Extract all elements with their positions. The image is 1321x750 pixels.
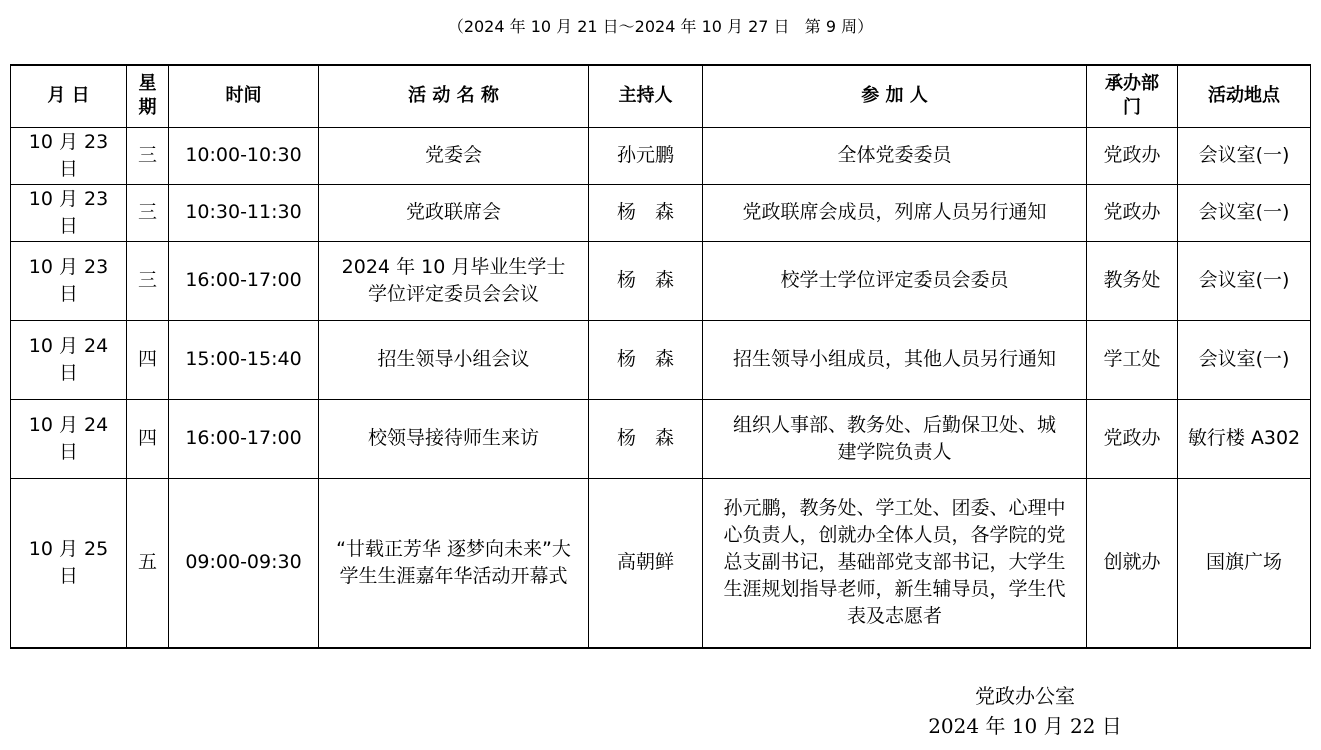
issuing-office: 党政办公室 xyxy=(975,684,1075,708)
cell-location: 敏行楼 A302 xyxy=(1178,399,1311,478)
cell-activity: 2024 年 10 月毕业生学士学位评定委员会会议 xyxy=(319,241,589,320)
cell-time: 16:00-17:00 xyxy=(169,241,319,320)
cell-date: 10 月 23 日 xyxy=(11,184,127,241)
header-time: 时间 xyxy=(169,65,319,127)
cell-date: 10 月 23 日 xyxy=(11,127,127,184)
cell-department: 党政办 xyxy=(1087,184,1178,241)
table-row xyxy=(11,127,1311,184)
header-activity: 活 动 名 称 xyxy=(319,65,589,127)
table-row xyxy=(11,478,1311,648)
cell-department: 党政办 xyxy=(1087,127,1178,184)
cell-host: 杨 森 xyxy=(589,320,703,399)
issue-date: 2024 年 10 月 22 日 xyxy=(928,714,1122,738)
cell-date: 10 月 25 日 xyxy=(11,478,127,648)
cell-host: 杨 森 xyxy=(589,184,703,241)
header-participants: 参 加 人 xyxy=(703,65,1087,127)
cell-host: 杨 森 xyxy=(589,399,703,478)
cell-department: 学工处 xyxy=(1087,320,1178,399)
cell-weekday: 四 xyxy=(127,399,169,478)
cell-weekday: 三 xyxy=(127,127,169,184)
cell-weekday: 五 xyxy=(127,478,169,648)
cell-location: 会议室(一) xyxy=(1178,184,1311,241)
cell-time: 10:30-11:30 xyxy=(169,184,319,241)
cell-activity: 招生领导小组会议 xyxy=(319,320,589,399)
cell-activity: “廿载正芳华 逐梦向未来”大学生生涯嘉年华活动开幕式 xyxy=(319,478,589,648)
cell-host: 杨 森 xyxy=(589,241,703,320)
cell-participants: 全体党委委员 xyxy=(703,127,1087,184)
cell-host: 孙元鹏 xyxy=(589,127,703,184)
cell-date: 10 月 24 日 xyxy=(11,320,127,399)
cell-participants: 校学士学位评定委员会委员 xyxy=(703,241,1087,320)
cell-date: 10 月 24 日 xyxy=(11,399,127,478)
cell-participants: 孙元鹏，教务处、学工处、团委、心理中心负责人，创就办全体人员，各学院的党总支副书记，基础部党支部书记，大学生生涯规划指导老师，新生辅导员，学生代表及志愿者 xyxy=(703,478,1087,648)
cell-participants: 党政联席会成员，列席人员另行通知 xyxy=(703,184,1087,241)
cell-activity: 党政联席会 xyxy=(319,184,589,241)
cell-participants: 组织人事部、教务处、后勤保卫处、城建学院负责人 xyxy=(703,399,1087,478)
table-row xyxy=(11,241,1311,320)
cell-location: 会议室(一) xyxy=(1178,320,1311,399)
cell-weekday: 四 xyxy=(127,320,169,399)
cell-date: 10 月 23 日 xyxy=(11,241,127,320)
cell-department: 教务处 xyxy=(1087,241,1178,320)
weekly-schedule-table xyxy=(10,64,1311,649)
header-host: 主持人 xyxy=(589,65,703,127)
header-location: 活动地点 xyxy=(1178,65,1311,127)
cell-department: 党政办 xyxy=(1087,399,1178,478)
cell-participants: 招生领导小组成员，其他人员另行通知 xyxy=(703,320,1087,399)
table-header-row xyxy=(11,65,1311,127)
header-date: 月 日 xyxy=(11,65,127,127)
cell-department: 创就办 xyxy=(1087,478,1178,648)
cell-time: 15:00-15:40 xyxy=(169,320,319,399)
week-range-subtitle: （2024 年 10 月 21 日～2024 年 10 月 27 日 第 9 周） xyxy=(447,17,874,36)
cell-weekday: 三 xyxy=(127,241,169,320)
cell-time: 09:00-09:30 xyxy=(169,478,319,648)
cell-activity: 党委会 xyxy=(319,127,589,184)
table-row xyxy=(11,184,1311,241)
cell-time: 16:00-17:00 xyxy=(169,399,319,478)
table-row xyxy=(11,399,1311,478)
cell-location: 会议室(一) xyxy=(1178,127,1311,184)
cell-location: 会议室(一) xyxy=(1178,241,1311,320)
cell-location: 国旗广场 xyxy=(1178,478,1311,648)
table-row xyxy=(11,320,1311,399)
cell-time: 10:00-10:30 xyxy=(169,127,319,184)
cell-weekday: 三 xyxy=(127,184,169,241)
cell-activity: 校领导接待师生来访 xyxy=(319,399,589,478)
header-department: 承办部门 xyxy=(1087,65,1178,127)
cell-host: 高朝鲜 xyxy=(589,478,703,648)
header-weekday: 星期 xyxy=(127,65,169,127)
